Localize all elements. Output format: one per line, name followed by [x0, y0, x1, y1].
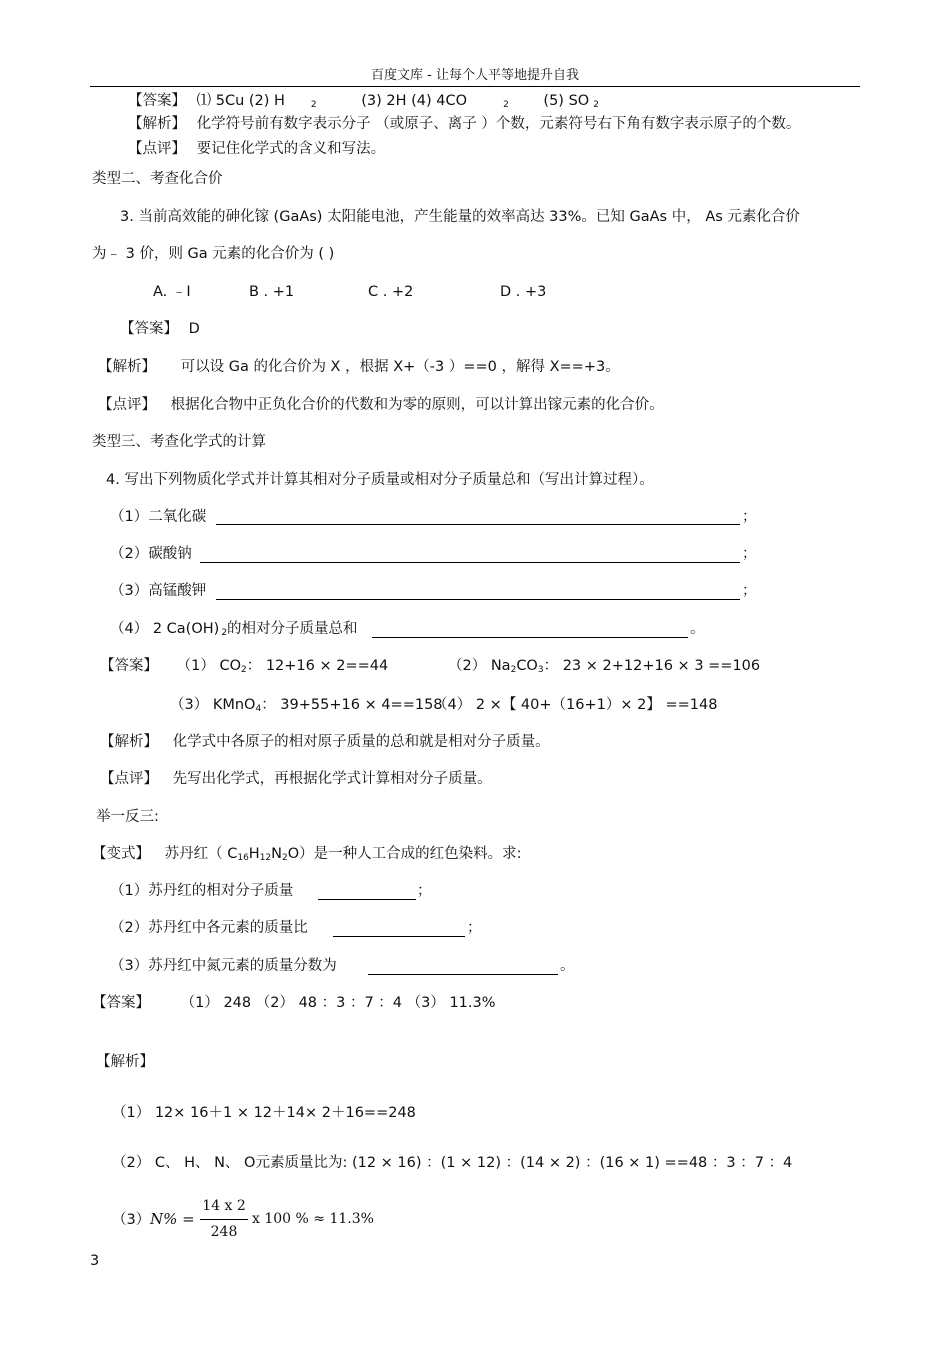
answer-blank[interactable] [200, 562, 740, 563]
sub: 2 [240, 665, 247, 675]
answer-text-c: (5) SO [543, 93, 590, 109]
answer-3-tail: ： 39+55+16 × 4==158 [261, 697, 443, 713]
header-rule [90, 86, 860, 87]
answer-label: 【答案】 [100, 658, 158, 674]
semicolon: ； [742, 583, 757, 599]
answer-label: 【答案】 [120, 321, 178, 337]
calc-line-1: （1） 12× 16＋1 × 12＋14× 2＋16==248 [112, 1105, 416, 1121]
analysis-text: 可以设 Ga 的化合价为 X ，根据 X+（-3 ）==0 ，解得 X==+3。 [180, 359, 620, 375]
sub: 16 [237, 853, 249, 863]
analysis-text: 化学符号前有数字表示分子 （或原子、离子 ）个数，元素符号右下角有数字表示原子的个数。 [196, 116, 801, 132]
analysis-label: 【解析】 [98, 359, 156, 375]
variant-text: 苏丹红（ C [164, 846, 238, 862]
comment-label: 【点评】 [128, 141, 186, 157]
item4-text: （4） 2 Ca(OH) [110, 621, 220, 637]
q3-option-d: D . +3 [500, 284, 547, 300]
q4-item3: （3）高锰酸钾 [110, 583, 207, 599]
answer-text: D [188, 321, 200, 337]
variant-label: 【变式】 [92, 846, 150, 862]
answer-blank[interactable] [372, 637, 688, 638]
period: 。 [690, 621, 705, 637]
q4-stem: 4. 写出下列物质化学式并计算其相对分子质量或相对分子质量总和（写出计算过程）。 [106, 472, 654, 488]
variant-analysis-label: 【解析】 [96, 1054, 154, 1070]
formula-lhs: N% = [150, 1210, 195, 1228]
sub: 4 [255, 704, 262, 714]
type3-heading: 类型三、考查化学式的计算 [92, 434, 266, 450]
fraction-bar [200, 1219, 248, 1220]
q3-comment [98, 396, 664, 414]
analysis-label: 【解析】 [100, 734, 158, 750]
q2-answer [128, 92, 599, 114]
variant-item1: （1）苏丹红的相对分子质量 [110, 883, 294, 899]
semicolon: ； [467, 920, 482, 936]
analysis-label: 【解析】 [128, 116, 186, 132]
comment-text: 根据化合物中正负化合价的代数和为零的原则，可以计算出镓元素的化合价。 [170, 397, 664, 413]
q3-stem-line2: 为﹣ 3 价，则 Ga 元素的化合价为 ( ) [92, 246, 335, 262]
q2-comment [128, 140, 385, 158]
answer-1-tail: ： 12+16 × 2==44 [246, 658, 389, 674]
answer-label: 【答案】 [128, 93, 186, 109]
item4-tail: 的相对分子质量总和 [227, 621, 358, 637]
sub: 2 [282, 853, 288, 863]
comment-label: 【点评】 [100, 771, 158, 787]
answer-label: 【答案】 [92, 995, 150, 1011]
variant-answer [92, 994, 496, 1012]
sub: 2 [510, 665, 517, 675]
answer-2-mid: CO [516, 658, 538, 674]
formula-rhs: x 100 % ≈ 11.3% [252, 1211, 374, 1227]
sub: 3 [537, 665, 544, 675]
q4-item2: （2）碳酸钠 [110, 546, 192, 562]
calc-line-2: （2） C、 H、 N、 O元素质量比为: (12 × 16) ：(1 × 12) ：(14 × 2) ：(16 × 1) ==48 ：3 ：7 ：4 [112, 1155, 793, 1171]
variant-question [92, 845, 522, 867]
sub: 2 [593, 100, 599, 110]
answer-blank[interactable] [318, 899, 416, 900]
extend-heading: 举一反三: [96, 809, 159, 825]
answer-text-b: (3) 2H (4) 4CO [361, 93, 468, 109]
semicolon: ； [742, 546, 757, 562]
sub: 2 [503, 100, 509, 110]
answer-blank[interactable] [333, 936, 465, 937]
answer-2-tail: ： 23 × 2+12+16 × 3 ==106 [543, 658, 761, 674]
q4-comment [100, 770, 492, 788]
answer-1: （1） CO [176, 658, 241, 674]
formula-h: H [248, 846, 260, 862]
answer-text: （1） 248 （2） 48 ：3 ：7 ：4 （3） 11.3% [180, 995, 496, 1011]
sub: 2 [221, 628, 228, 638]
q4-answer-2 [448, 657, 760, 679]
variant-item2: （2）苏丹红中各元素的质量比 [110, 920, 308, 936]
fraction-denominator: 248 [210, 1224, 238, 1240]
q3-analysis [98, 358, 620, 376]
comment-text: 要记住化学式的含义和写法。 [196, 141, 386, 157]
sub: 2 [310, 100, 317, 110]
q4-item4 [110, 620, 358, 642]
calc-3-label: （3） [112, 1212, 151, 1228]
sub: 12 [259, 853, 272, 863]
q3-answer [120, 320, 200, 338]
variant-item3: （3）苏丹红中氮元素的质量分数为 [110, 958, 337, 974]
analysis-text: 化学式中各原子的相对原子质量的总和就是相对分子质量。 [172, 734, 550, 750]
answer-text-a: ⑴ 5Cu (2) H [196, 93, 285, 109]
page-header: 百度文库 - 让每个人平等地提升自我 [371, 68, 579, 83]
q4-analysis [100, 733, 550, 751]
answer-blank[interactable] [216, 524, 740, 525]
answer-2: （2） Na [448, 658, 511, 674]
q2-analysis [128, 115, 800, 133]
q4-answer-3 [170, 696, 443, 718]
q4-item1: （1）二氧化碳 [110, 509, 207, 525]
q3-option-b: B . +1 [249, 284, 295, 300]
fraction-numerator: 14 x 2 [202, 1198, 246, 1214]
q4-answer-row1 [100, 657, 388, 679]
comment-text: 先写出化学式，再根据化学式计算相对分子质量。 [172, 771, 492, 787]
page-number: 3 [90, 1253, 100, 1269]
answer-blank[interactable] [216, 599, 740, 600]
comment-label: 【点评】 [98, 397, 156, 413]
period: 。 [560, 958, 575, 974]
q4-answer-4: （4） 2 ×【 40+（16+1）× 2】 ==148 [433, 697, 718, 713]
type2-heading: 类型二、考查化合价 [92, 171, 223, 187]
answer-3: （3） KMnO [170, 697, 256, 713]
q3-option-c: C . +2 [368, 284, 414, 300]
q3-stem-line1: 3. 当前高效能的砷化镓 (GaAs) 太阳能电池，产生能量的效率高达 33%。已知 GaAs 中， As 元素化合价 [120, 209, 800, 225]
variant-tail: O）是一种人工合成的红色染料。求: [287, 846, 522, 862]
semicolon: ； [742, 509, 757, 525]
q3-option-a: A. ﹣I [153, 284, 191, 300]
answer-blank[interactable] [368, 974, 558, 975]
semicolon: ； [417, 883, 432, 899]
formula-n: N [271, 846, 283, 862]
